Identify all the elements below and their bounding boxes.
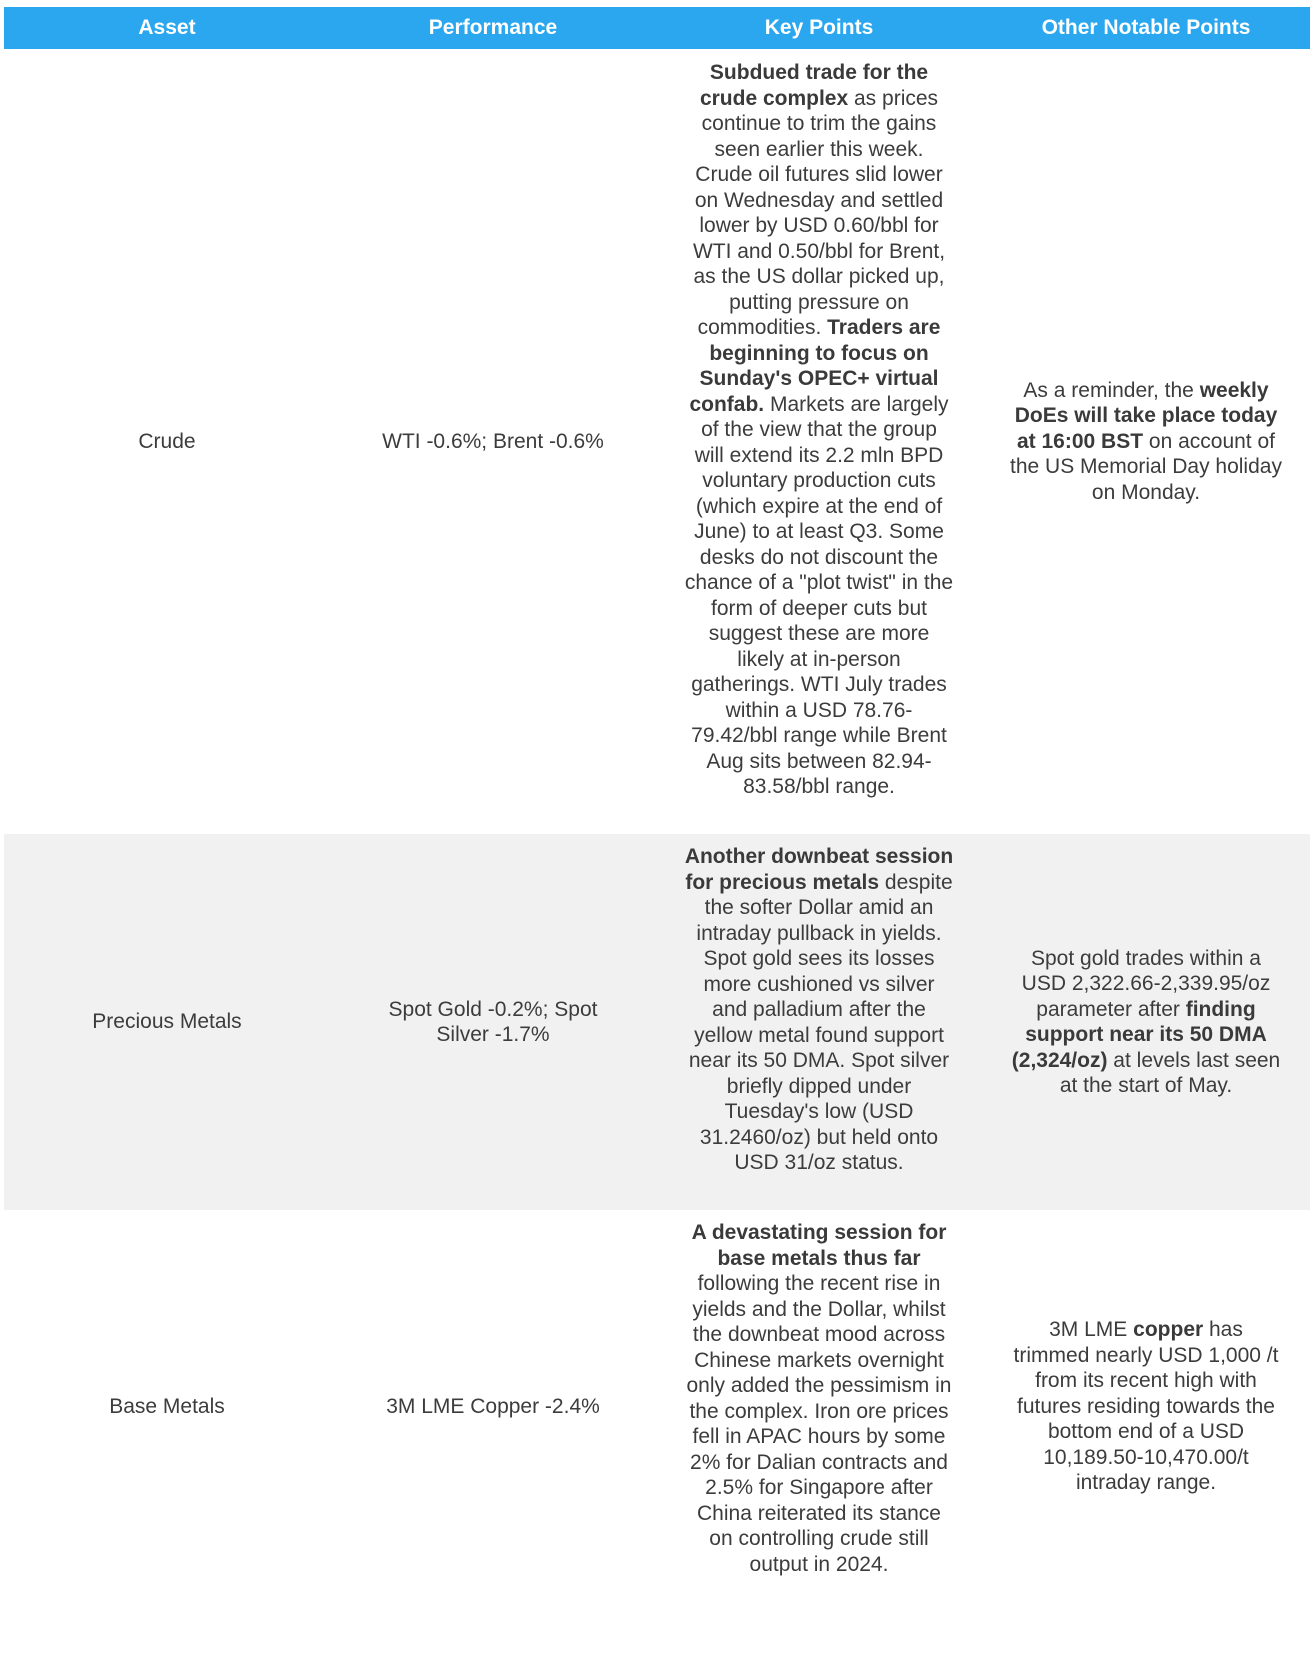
commodities-table	[4, 7, 1310, 1603]
key-points-body: Markets are largely of the view that the group will extend its 2.2 mln BPD voluntary production cuts (which expire at the end of June) to at least Q3. Some desks do not discount the chance of a "plot twist" in the form of deeper cuts but suggest these are more likely at in-person gatherings. WTI July trades within a USD 78.76-79.42/bbl range while Brent Aug sits between 82.94-83.58/bbl range.	[684, 392, 954, 798]
other-notable-text	[1010, 1317, 1282, 1496]
performance-cell	[330, 49, 656, 834]
other-notable-cell	[982, 1210, 1310, 1603]
asset-cell	[4, 834, 330, 1210]
other-highlight: finding support near its 50 DMA (2,324/oz)	[1011, 997, 1267, 1072]
table-row	[4, 49, 1310, 834]
asset-name: Crude	[138, 429, 196, 453]
header-other-notable-points: Other Notable Points	[1041, 16, 1251, 39]
other-highlight: weekly DoEs will take place today at 16:00 BST	[1014, 378, 1278, 453]
asset-cell	[4, 49, 330, 834]
other-notable-text	[1010, 946, 1282, 1099]
key-points-text	[684, 1220, 954, 1577]
other-body: 3M LME	[1049, 1318, 1134, 1342]
other-notable-text	[1010, 378, 1282, 506]
other-highlight: copper	[1133, 1318, 1204, 1342]
other-body: at levels last seen at the start of May.	[1059, 1048, 1281, 1097]
key-points-cell	[656, 834, 982, 1210]
table-row	[4, 1210, 1310, 1603]
header-key-points: Key Points	[764, 16, 874, 39]
key-points-cell	[656, 49, 982, 834]
performance-cell	[330, 1210, 656, 1603]
key-points-highlight: A devastating session for base metals thus far	[691, 1221, 947, 1270]
asset-cell	[4, 1210, 330, 1603]
performance-value: 3M LME Copper -2.4%	[386, 1394, 600, 1418]
header-asset: Asset	[138, 16, 196, 39]
key-points-highlight: Traders are beginning to focus on Sunday's OPEC+ virtual confab.	[689, 316, 941, 416]
key-points-body: despite the softer Dollar amid an intraday pullback in yields. Spot gold sees its losses more cushioned vs silver and palladium after the yellow metal found support near its 50 DMA. Spot silver briefly dipped under Tuesday's low (USD 31.2460/oz) but held onto USD 31/oz status.	[688, 870, 953, 1174]
key-points-text	[684, 844, 954, 1176]
performance-value: Spot Gold -0.2%; Spot Silver -1.7%	[388, 997, 598, 1046]
performance-cell	[330, 834, 656, 1210]
key-points-highlight: Another downbeat session for precious metals	[684, 845, 954, 894]
other-notable-cell	[982, 834, 1310, 1210]
table-row	[4, 834, 1310, 1210]
header-performance: Performance	[428, 16, 558, 39]
asset-name: Base Metals	[109, 1394, 225, 1418]
table-header	[4, 7, 1310, 49]
performance-value: WTI -0.6%; Brent -0.6%	[382, 429, 604, 453]
other-body: on account of the US Memorial Day holiday on Monday.	[1010, 429, 1282, 504]
key-points-body: following the recent rise in yields and the Dollar, whilst the downbeat mood across Chinese markets overnight only added the pessimism in the complex. Iron ore prices fell in APAC hours by some 2% for Dalian contracts and 2.5% for Singapore after China reiterated its stance on controlling crude still output in 2024.	[686, 1272, 952, 1576]
key-points-text	[684, 60, 954, 800]
other-body: Spot gold trades within a USD 2,322.66-2,339.95/oz parameter after	[1021, 946, 1271, 1021]
key-points-body: as prices continue to trim the gains seen earlier this week. Crude oil futures slid lower on Wednesday and settled lower by USD 0.60/bbl for WTI and 0.50/bbl for Brent, as the US dollar picked up, putting pressure on commodities.	[692, 86, 946, 339]
key-points-cell	[656, 1210, 982, 1603]
asset-name: Precious Metals	[92, 1010, 242, 1034]
other-body: As a reminder, the	[1023, 378, 1200, 402]
key-points-highlight: Subdued trade for the crude complex	[699, 61, 929, 110]
other-body: has trimmed nearly USD 1,000 /t from its recent high with futures residing towards the bottom end of a USD 10,189.50-10,470.00/t intraday range.	[1013, 1318, 1279, 1495]
other-notable-cell	[982, 49, 1310, 834]
